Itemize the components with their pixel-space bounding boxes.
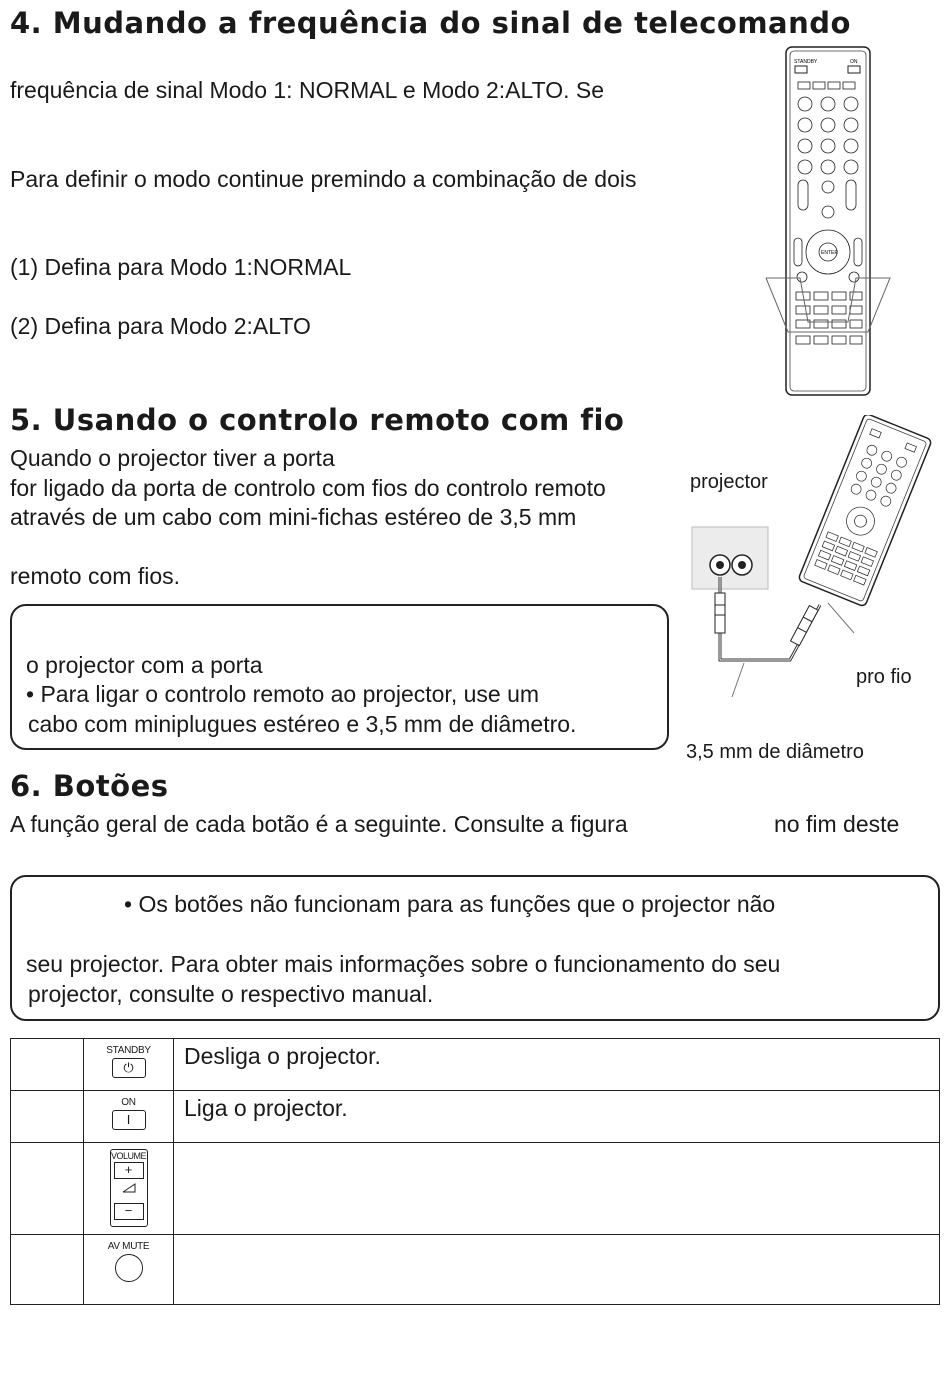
remote-standby-text: STANDBY: [794, 59, 818, 65]
section6-intro-a: A função geral de cada botão é a seguinte. Consulte a figura: [10, 811, 628, 837]
table-row: [11, 1143, 940, 1235]
section5-heading: 5. Usando o controlo remoto com fio: [10, 403, 625, 437]
section5-note-line3: cabo com miniplugues estéreo e 3,5 mm de diâmetro.: [28, 711, 577, 737]
av-mute-description: [174, 1235, 940, 1305]
section4-line1: frequência de sinal Modo 1: NORMAL e Modo 2:ALTO. Se: [10, 77, 605, 103]
volume-plus-icon: +: [114, 1162, 144, 1179]
figure-label-diameter: 3,5 mm de diâmetro: [686, 741, 864, 763]
section4-line2: Para definir o modo continue premindo a combinação de dois: [10, 166, 637, 192]
section6-note-line1: • Os botões não funcionam para as funções que o projector não: [124, 891, 776, 917]
wired-remote-figure: [680, 415, 948, 745]
on-description: Liga o projector.: [174, 1091, 940, 1143]
volume-description: [174, 1143, 940, 1235]
av-mute-label: AV MUTE: [107, 1241, 150, 1252]
av-mute-button-cell: [84, 1235, 174, 1305]
on-button-icon: I: [112, 1110, 146, 1130]
standby-button-icon: ⏻: [112, 1058, 146, 1078]
volume-button-cell: [84, 1143, 174, 1235]
figure-label-projector: projector: [690, 471, 768, 493]
section5-note-box: [10, 604, 669, 750]
figure-label-wire: pro fio: [856, 666, 912, 688]
section4-line4: (2) Defina para Modo 2:ALTO: [10, 313, 311, 339]
buttons-table: [10, 1038, 940, 1305]
section6-note-box: [10, 875, 940, 1021]
standby-description: Desliga o projector.: [174, 1039, 940, 1091]
table-row: [11, 1091, 940, 1143]
remote-on-text: ON: [850, 59, 858, 65]
volume-minus-icon: −: [114, 1203, 144, 1220]
standby-button-cell: [84, 1039, 174, 1091]
volume-label: VOLUME: [110, 1151, 146, 1161]
section5-line3: através de um cabo com mini-fichas estéreo de 3,5 mm: [10, 504, 577, 530]
section6-note-line2: seu projector. Para obter mais informações sobre o funcionamento do seu: [26, 951, 781, 977]
volume-ramp-icon: [122, 1183, 136, 1193]
remote-enter-text: ENTER: [821, 250, 838, 256]
section5-line4: remoto com fios.: [10, 563, 180, 589]
volume-button-icon: [110, 1149, 148, 1227]
table-row: [11, 1039, 940, 1091]
section6-heading: 6. Botões: [10, 769, 169, 803]
section6-note-line3: projector, consulte o respectivo manual.: [28, 981, 434, 1007]
table-row: [11, 1235, 940, 1305]
on-button-cell: [84, 1091, 174, 1143]
section4-heading: 4. Mudando a frequência do sinal de telecomando: [10, 6, 851, 40]
standby-label: STANDBY: [106, 1045, 151, 1056]
section6-intro-b: no fim deste: [774, 811, 900, 837]
section5-note-line1: o projector com a porta: [26, 652, 263, 678]
on-label: ON: [121, 1097, 136, 1108]
av-mute-button-icon: [115, 1254, 143, 1282]
section5-line2: for ligado da porta de controlo com fios do controlo remoto: [10, 475, 606, 501]
remote-control-illustration: [760, 42, 900, 398]
section4-line3: (1) Defina para Modo 1:NORMAL: [10, 254, 352, 280]
section5-line1: Quando o projector tiver a porta: [10, 445, 335, 471]
section5-note-line2: • Para ligar o controlo remoto ao projector, use um: [26, 681, 540, 707]
